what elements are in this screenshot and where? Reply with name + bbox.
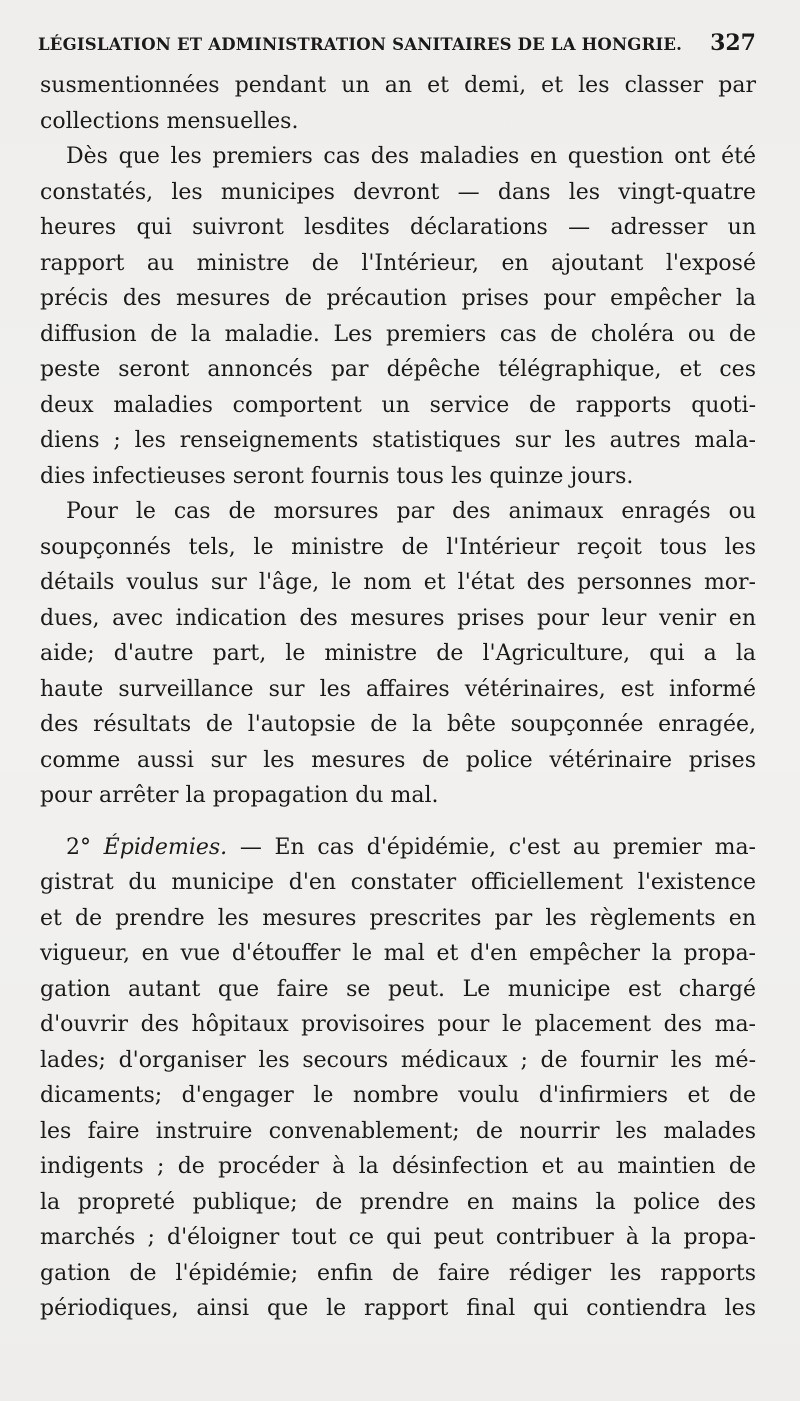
section-number: 2° [66, 834, 91, 860]
text-line: diffusion de la maladie. Les premiers cas de choléra ou de [40, 321, 756, 347]
text-line: aide; d'autre part, le ministre de l'Agriculture, qui a la [40, 641, 756, 666]
text-line: soupçonnés tels, le ministre de l'Intérieur reçoit tous les [40, 534, 756, 560]
section-title: Épidemies. [103, 834, 228, 860]
text-line: marchés ; d'éloigner tout ce qui peut contribuer à la propa- [40, 1225, 756, 1250]
text-line: et de prendre les mesures prescrites par les règlements en [40, 905, 756, 931]
text-line: gation autant que faire se peut. Le municipe est chargé [40, 976, 756, 1002]
text-line: détails voulus sur l'âge, le nom et l'état des personnes mor- [40, 570, 756, 595]
text-line: dies infectieuses seront fournis tous les quinze jours. [40, 463, 634, 489]
text-line: dicaments; d'engager le nombre voulu d'infirmiers et de [40, 1083, 756, 1108]
text-line: lades; d'organiser les secours médicaux ; de fournir les mé- [40, 1047, 756, 1073]
text-line: dues, avec indication des mesures prises pour leur venir en [40, 605, 756, 631]
text-line: haute surveillance sur les affaires vétérinaires, est informé [40, 676, 756, 702]
text-line: collections mensuelles. [40, 108, 299, 134]
section-gap [40, 814, 756, 830]
text-line: susmentionnées pendant un an et demi, et les classer par [40, 73, 756, 98]
text-line: diens ; les renseignements statistiques sur les autres mala- [40, 428, 756, 453]
text-line: rapport au ministre de l'Intérieur, en ajoutant l'exposé [40, 250, 756, 276]
text-line: heures qui suivront lesdites déclarations — adresser un [40, 215, 756, 240]
text-line: comme aussi sur les mesures de police vétérinaire prises [40, 747, 756, 773]
text-line: précis des mesures de précaution prises pour empêcher la [40, 286, 756, 311]
text-line: périodiques, ainsi que le rapport final qui contiendra les [40, 1296, 756, 1321]
text-line: des résultats de l'autopsie de la bête soupçonnée enragée, [40, 712, 756, 737]
text-line: Dès que les premiers cas des maladies en question ont été [66, 144, 756, 169]
running-title: LÉGISLATION ET ADMINISTRATION SANITAIRES DE LA HONGRIE. [38, 35, 683, 54]
page-number: 327 [710, 30, 756, 56]
text-line: constatés, les municipes devront — dans les vingt-quatre [40, 179, 756, 205]
running-head [38, 30, 756, 70]
text-line: gation de l'épidémie; enfin de faire rédiger les rapports [40, 1260, 756, 1286]
section-heading-line [40, 830, 756, 866]
text-line: les faire instruire convenablement; de nourrir les malades [40, 1118, 756, 1144]
text-line: la propreté publique; de prendre en mains la police des [40, 1189, 756, 1215]
text-line: d'ouvrir des hôpitaux provisoires pour le placement des ma- [40, 1012, 756, 1037]
text-line: gistrat du municipe d'en constater officiellement l'existence [40, 870, 756, 895]
text-line: Pour le cas de morsures par des animaux enragés ou [66, 499, 756, 524]
text-line: indigents ; de procéder à la désinfection et au maintien de [40, 1154, 756, 1179]
text-line: vigueur, en vue d'étouffer le mal et d'en empêcher la propa- [40, 941, 756, 966]
body-text [40, 68, 756, 1327]
text-line: peste seront annoncés par dépêche télégraphique, et ces [40, 357, 756, 382]
text-line: pour arrêter la propagation du mal. [40, 783, 439, 808]
section-first-line: — En cas d'épidémie, c'est au premier ma- [239, 834, 756, 860]
text-line: deux maladies comportent un service de rapports quoti- [40, 392, 756, 418]
